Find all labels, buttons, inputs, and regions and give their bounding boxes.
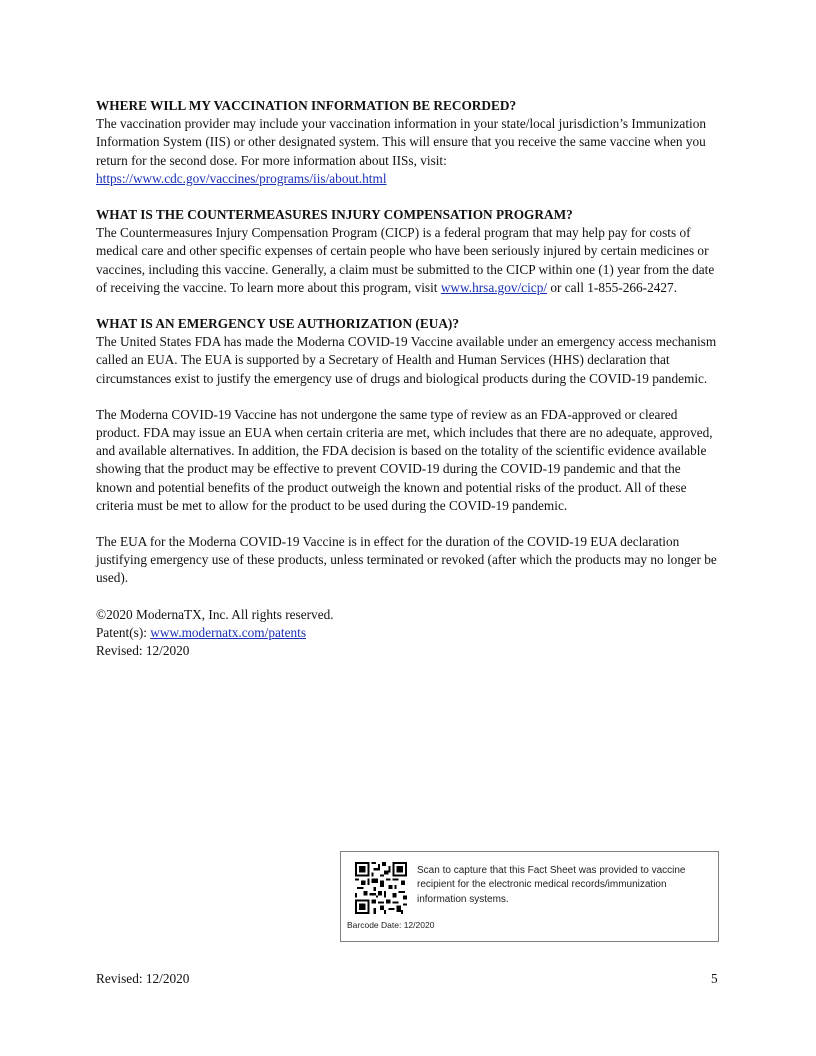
- fact-sheet-content: [96, 97, 720, 660]
- copyright-line: ©2020 ModernaTX, Inc. All rights reserved.: [96, 606, 334, 622]
- section-heading-eua: WHAT IS AN EMERGENCY USE AUTHORIZATION (EUA)?: [96, 316, 460, 332]
- qr-code-icon: [355, 862, 407, 914]
- section-paragraph-eua-2: The Moderna COVID-19 Vaccine has not undergone the same type of review as an FDA-approved or cleared product. FDA may issue an EUA when certain criteria are met, which includes that there are no adequate, approved, and available alternatives. In addition, the FDA decision is based on the totality of the scientific evidence available showing that the product may be effective to prevent COVID-19 during the COVID-19 pandemic and that the known and potential benefits of the product outweigh the known and potential risks of the product. All of these criteria must be met to allow for the product to be used during the COVID-19 pandemic.: [96, 406, 713, 513]
- section-paragraph-iis: [96, 115, 720, 188]
- section-paragraph-cicp: [96, 224, 720, 297]
- section-paragraph-eua-1: The United States FDA has made the Moderna COVID-19 Vaccine available under an emergency access mechanism called an EUA. The EUA is supported by a Secretary of Health and Human Services (HHS) declaration that circumstances exist to justify the emergency use of drugs and biological products during the COVID-19 pandemic.: [96, 334, 717, 386]
- paragraph-text: The Countermeasures Injury Compensation Program (CICP) is a federal program that may help pay for costs of medical care and other specific expenses of certain people who have been seriously injured by certain medicines or vaccines, including this vaccine. Generally, a claim must be submitted to the CICP within one (1) year from the date of receiving the vaccine. To learn more about this program, visit: [96, 225, 715, 295]
- cdc-iis-link[interactable]: https://www.cdc.gov/vaccines/programs/iis/about.html: [96, 170, 387, 186]
- barcode-date: Barcode Date: 12/2020: [347, 920, 435, 930]
- section-heading-iis: WHERE WILL MY VACCINATION INFORMATION BE RECORDED?: [96, 98, 517, 113]
- paragraph-text: The vaccination provider may include your vaccination information in your state/local jurisdiction’s Immunization Information System (IIS) or other designated system. This will ensure that you receive the same vaccine when you return for the second dose. For more information about IISs, visit:: [96, 116, 707, 168]
- section-paragraph-eua-3: The EUA for the Moderna COVID-19 Vaccine is in effect for the duration of the COVID-19 EUA declaration justifying emergency use of these products, unless terminated or revoked (after which the products may no longer be used).: [96, 534, 717, 586]
- page-number: 5: [711, 971, 718, 986]
- patent-label: Patent(s):: [96, 624, 151, 640]
- hrsa-cicp-link[interactable]: www.hrsa.gov/cicp/: [440, 279, 548, 295]
- patent-line: [96, 624, 720, 642]
- footer-revised: Revised: 12/2020: [96, 971, 190, 986]
- revised-line: Revised: 12/2020: [96, 643, 190, 659]
- patents-link[interactable]: www.modernatx.com/patents: [150, 624, 307, 640]
- barcode-description: Scan to capture that this Fact Sheet was provided to vaccine recipient for the electronic medical records/immunization information systems.: [417, 865, 686, 905]
- paragraph-text-after-link: or call 1-855-266-2427.: [547, 279, 678, 295]
- barcode-box: [340, 851, 719, 942]
- section-heading-cicp: WHAT IS THE COUNTERMEASURES INJURY COMPENSATION PROGRAM?: [96, 207, 573, 223]
- copyright-block: [96, 606, 720, 661]
